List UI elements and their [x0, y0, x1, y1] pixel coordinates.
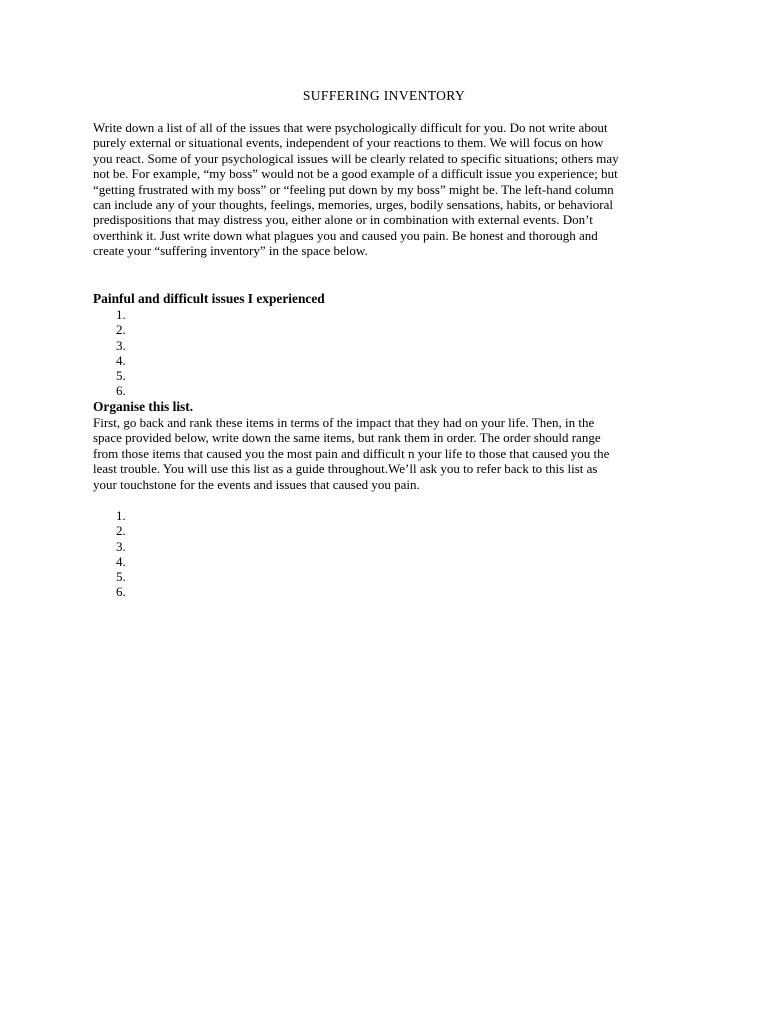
- list-item: 1.: [116, 307, 126, 322]
- intro-line: predispositions that may distress you, either alone or in combination with external events. Don’t: [93, 212, 593, 228]
- organise-line: your touchstone for the events and issues that caused you pain.: [93, 476, 420, 492]
- list-item: 2.: [116, 523, 126, 539]
- intro-line: “getting frustrated with my boss” or “feeling put down by my boss” might be. The left-hand column: [93, 181, 614, 197]
- intro-line: create your “suffering inventory” in the space below.: [93, 243, 368, 259]
- painful-issues-list: [116, 307, 126, 399]
- intro-line: can include any of your thoughts, feelings, memories, urges, bodily sensations, habits, or behavioral: [93, 197, 614, 213]
- list-item: 2.: [116, 322, 126, 338]
- list-item: 6.: [116, 584, 126, 600]
- page-title: SUFFERING INVENTORY: [302, 88, 466, 103]
- organise-line: space provided below, write down the same items, but rank them in order. The order should range: [93, 430, 601, 446]
- list-item: 4.: [116, 352, 126, 368]
- list-item: 5.: [116, 368, 126, 384]
- list-item: 3.: [116, 538, 126, 554]
- intro-paragraph: [93, 120, 673, 259]
- ranked-issues-list: [116, 508, 126, 600]
- intro-line: purely external or situational events, independent of your reactions to them. We will focus on how: [93, 135, 604, 151]
- organise-line: First, go back and rank these items in terms of the impact that they had on your life. Then, in the: [93, 415, 595, 430]
- intro-line: Write down a list of all of the issues that were psychologically difficult for you. Do not write about: [93, 120, 608, 135]
- list-item: 5.: [116, 569, 126, 585]
- organise-list-heading: Organise this list.: [93, 399, 194, 414]
- list-item: 6.: [116, 383, 126, 399]
- list-item: 1.: [116, 508, 126, 523]
- organise-paragraph: [93, 415, 673, 492]
- intro-line: overthink it. Just write down what plagues you and caused you pain. Be honest and thorough and: [93, 227, 598, 243]
- painful-issues-heading: Painful and difficult issues I experienced: [93, 291, 325, 306]
- list-item: 3.: [116, 337, 126, 353]
- organise-line: least trouble. You will use this list as a guide throughout.We’ll ask you to refer back to this list as: [93, 461, 598, 477]
- intro-line: you react. Some of your psychological issues will be clearly related to specific situations; others may: [93, 150, 619, 166]
- intro-line: not be. For example, “my boss” would not be a good example of a difficult issue you experience; but: [93, 166, 618, 182]
- organise-line: from those items that caused you the most pain and difficult n your life to those that caused you the: [93, 445, 610, 461]
- list-item: 4.: [116, 553, 126, 569]
